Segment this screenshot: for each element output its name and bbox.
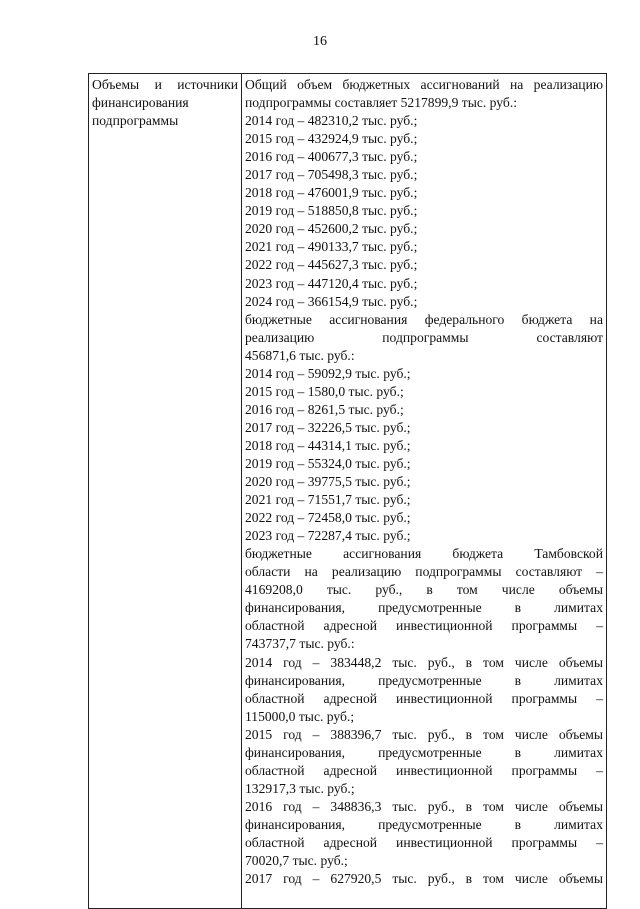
total-year-2018: 2018 год – 476001,9 тыс. руб.;: [245, 185, 418, 201]
federal-year-2015: 2015 год – 1580,0 тыс. руб.;: [245, 383, 404, 399]
total-year-2021: 2021 год – 490133,7 тыс. руб.;: [245, 239, 418, 255]
funding-row: [89, 74, 607, 909]
total-intro-line-1: Общий объем бюджетных ассигнований на реализацию: [245, 77, 603, 92]
program-passport-table: [88, 73, 607, 909]
regional-line: 70020,7 тыс. руб.;: [245, 853, 348, 869]
page-number: 16: [313, 34, 327, 49]
total-year-2014: 2014 год – 482310,2 тыс. руб.;: [245, 113, 418, 129]
regional-line: финансирования, предусмотренные в лимитах: [245, 600, 603, 616]
federal-intro-line-3: 456871,6 тыс. руб.:: [245, 347, 355, 363]
regional-line: бюджетные ассигнования бюджета Тамбовской: [245, 546, 603, 562]
total-year-2017: 2017 год – 705498,3 тыс. руб.;: [245, 167, 418, 183]
total-years-list: [245, 112, 603, 311]
regional-line: финансирования, предусмотренные в лимитах: [245, 816, 603, 832]
federal-year-2017: 2017 год – 32226,5 тыс. руб.;: [245, 419, 411, 435]
regional-line: областной адресной инвестиционной программы –: [245, 690, 603, 706]
regional-line: областной адресной инвестиционной программы –: [245, 762, 603, 778]
regional-line: областной адресной инвестиционной программы –: [245, 834, 603, 850]
federal-year-2020: 2020 год – 39775,5 тыс. руб.;: [245, 474, 411, 490]
federal-year-2016: 2016 год – 8261,5 тыс. руб.;: [245, 401, 404, 417]
federal-year-2018: 2018 год – 44314,1 тыс. руб.;: [245, 437, 411, 453]
regional-line: области на реализацию подпрограммы составляют –: [245, 564, 603, 580]
funding-content-cell: [242, 74, 607, 909]
regional-line: 132917,3 тыс. руб.;: [245, 780, 355, 796]
federal-year-2021: 2021 год – 71551,7 тыс. руб.;: [245, 492, 411, 508]
total-year-2024: 2024 год – 366154,9 тыс. руб.;: [245, 293, 418, 309]
regional-line: 115000,0 тыс. руб.;: [245, 708, 355, 724]
regional-line: 4169208,0 тыс. руб., в том числе объемы: [245, 582, 603, 598]
regional-line: 2015 год – 388396,7 тыс. руб., в том числе объемы: [245, 726, 603, 742]
regional-line: областной адресной инвестиционной программы –: [245, 618, 603, 634]
total-year-2019: 2019 год – 518850,8 тыс. руб.;: [245, 203, 418, 219]
total-intro-line-2: подпрограммы составляет 5217899,9 тыс. руб.:: [245, 95, 518, 111]
federal-year-2023: 2023 год – 72287,4 тыс. руб.;: [245, 528, 411, 544]
regional-section: [245, 545, 603, 888]
regional-line: 2017 год – 627920,5 тыс. руб., в том числе объемы: [245, 871, 603, 887]
label-line-1: Объемы и источники: [92, 77, 238, 92]
total-year-2020: 2020 год – 452600,2 тыс. руб.;: [245, 221, 418, 237]
funding-label-cell: [89, 74, 242, 909]
federal-intro-line-2: реализацию подпрограммы составляют: [245, 329, 603, 345]
total-year-2023: 2023 год – 447120,4 тыс. руб.;: [245, 275, 418, 291]
regional-line: 743737,7 тыс. руб.:: [245, 636, 355, 652]
federal-year-2022: 2022 год – 72458,0 тыс. руб.;: [245, 510, 411, 526]
regional-line: финансирования, предусмотренные в лимитах: [245, 672, 603, 688]
federal-years-list: [245, 365, 603, 545]
label-line-3: подпрограммы: [92, 113, 179, 129]
total-year-2015: 2015 год – 432924,9 тыс. руб.;: [245, 131, 418, 147]
label-line-2: финансирования: [92, 95, 189, 111]
regional-line: 2014 год – 383448,2 тыс. руб., в том числе объемы: [245, 654, 603, 670]
regional-line: 2016 год – 348836,3 тыс. руб., в том числе объемы: [245, 798, 603, 814]
total-year-2016: 2016 год – 400677,3 тыс. руб.;: [245, 149, 418, 165]
total-year-2022: 2022 год – 445627,3 тыс. руб.;: [245, 257, 418, 273]
federal-year-2019: 2019 год – 55324,0 тыс. руб.;: [245, 455, 411, 471]
federal-year-2014: 2014 год – 59092,9 тыс. руб.;: [245, 365, 411, 381]
regional-line: финансирования, предусмотренные в лимитах: [245, 744, 603, 760]
federal-intro-line-1: бюджетные ассигнования федерального бюджета на: [245, 311, 603, 327]
